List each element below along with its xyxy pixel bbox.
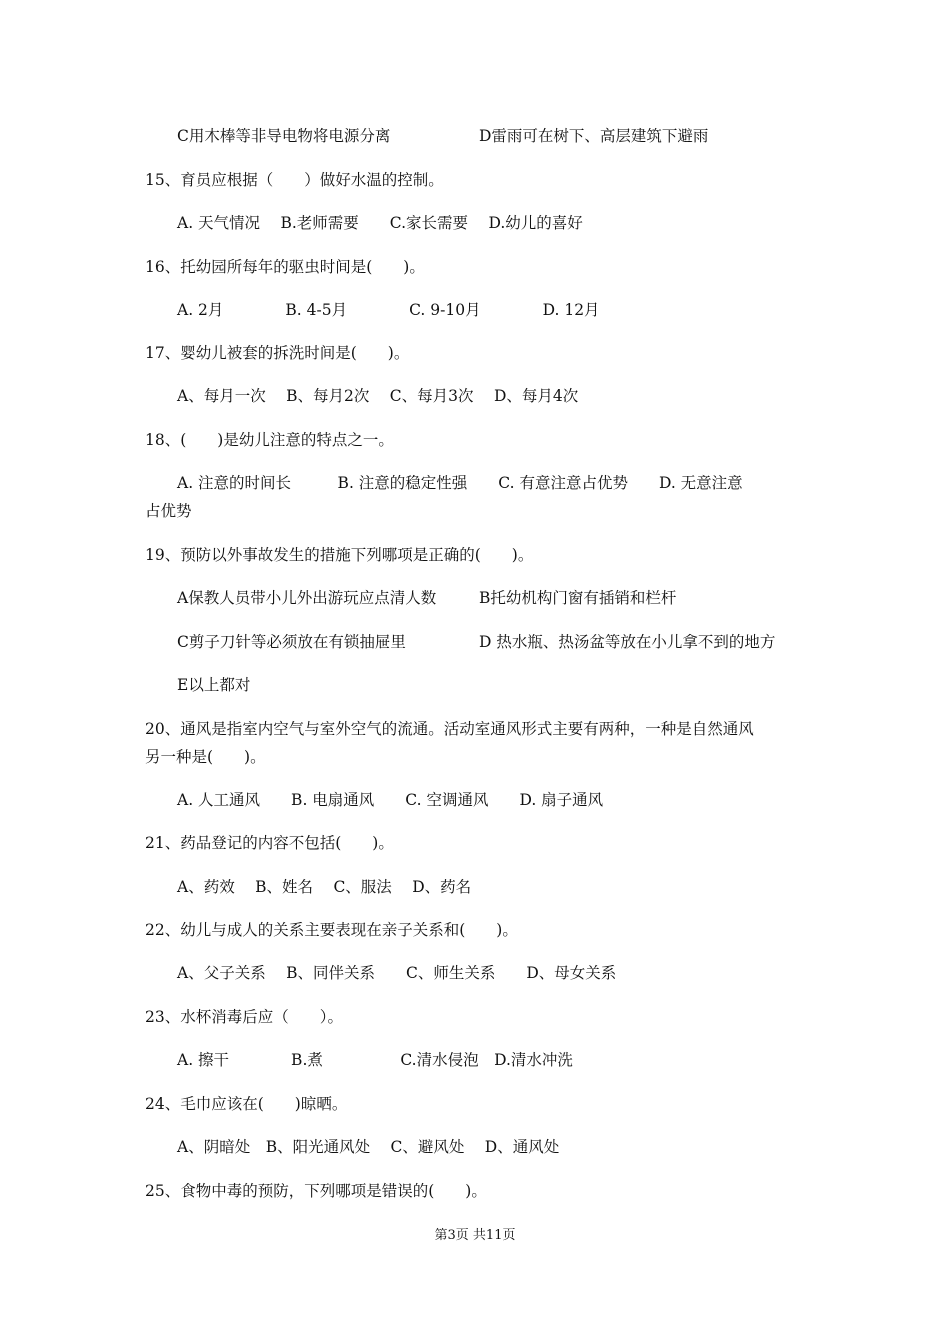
options-24: A、阴暗处 B、阳光通风处 C、避风处 D、通风处	[177, 1138, 560, 1156]
question-21: 21、药品登记的内容不包括( )。	[145, 834, 394, 852]
page-footer: 第3页 共11页	[434, 1228, 516, 1243]
options-22: A、父子关系 B、同伴关系 C、师生关系 D、母女关系	[177, 964, 617, 982]
options-19-b: B托幼机构门窗有插销和栏杆	[479, 589, 677, 607]
question-15: 15、育员应根据（ ）做好水温的控制。	[145, 171, 444, 189]
question-17: 17、婴幼儿被套的拆洗时间是( )。	[145, 344, 410, 362]
options-19-d: D 热水瓶、热汤盆等放在小儿拿不到的地方	[479, 633, 776, 651]
question-25: 25、食物中毒的预防，下列哪项是错误的( )。	[145, 1182, 487, 1200]
question-16: 16、托幼园所每年的驱虫时间是( )。	[145, 258, 425, 276]
question-24: 24、毛巾应该在( )晾晒。	[145, 1095, 348, 1113]
options-18-continued: 占优势	[145, 502, 192, 520]
question-20: 20、通风是指室内空气与室外空气的流通。活动室通风形式主要有两种，一种是自然通风	[145, 720, 754, 738]
options-23: A. 擦干 B.煮 C.清水侵泡 D.清水冲洗	[177, 1051, 573, 1069]
q14-option-c: C用木棒等非导电物将电源分离	[177, 127, 391, 145]
options-16: A. 2月 B. 4-5月 C. 9-10月 D. 12月	[177, 301, 600, 319]
options-21: A、药效 B、姓名 C、服法 D、药名	[177, 878, 472, 896]
question-20-continued: 另一种是( )。	[145, 748, 266, 766]
options-17: A、每月一次 B、每月2次 C、每月3次 D、每月4次	[177, 387, 579, 405]
question-19: 19、预防以外事故发生的措施下列哪项是正确的( )。	[145, 546, 534, 564]
options-19-a: A保教人员带小儿外出游玩应点清人数	[177, 589, 437, 607]
options-20: A. 人工通风 B. 电扇通风 C. 空调通风 D. 扇子通风	[177, 791, 604, 809]
q14-option-d: D雷雨可在树下、高层建筑下避雨	[479, 127, 709, 145]
options-19-c: C剪子刀针等必须放在有锁抽屉里	[177, 633, 406, 651]
question-18: 18、( )是幼儿注意的特点之一。	[145, 431, 394, 449]
options-18: A. 注意的时间长 B. 注意的稳定性强 C. 有意注意占优势 D. 无意注意	[177, 474, 743, 492]
question-22: 22、幼儿与成人的关系主要表现在亲子关系和( )。	[145, 921, 518, 939]
options-15: A. 天气情况 B.老师需要 C.家长需要 D.幼儿的喜好	[177, 214, 583, 232]
question-23: 23、水杯消毒后应（ ）。	[145, 1008, 343, 1026]
options-19-e: E以上都对	[177, 676, 251, 694]
